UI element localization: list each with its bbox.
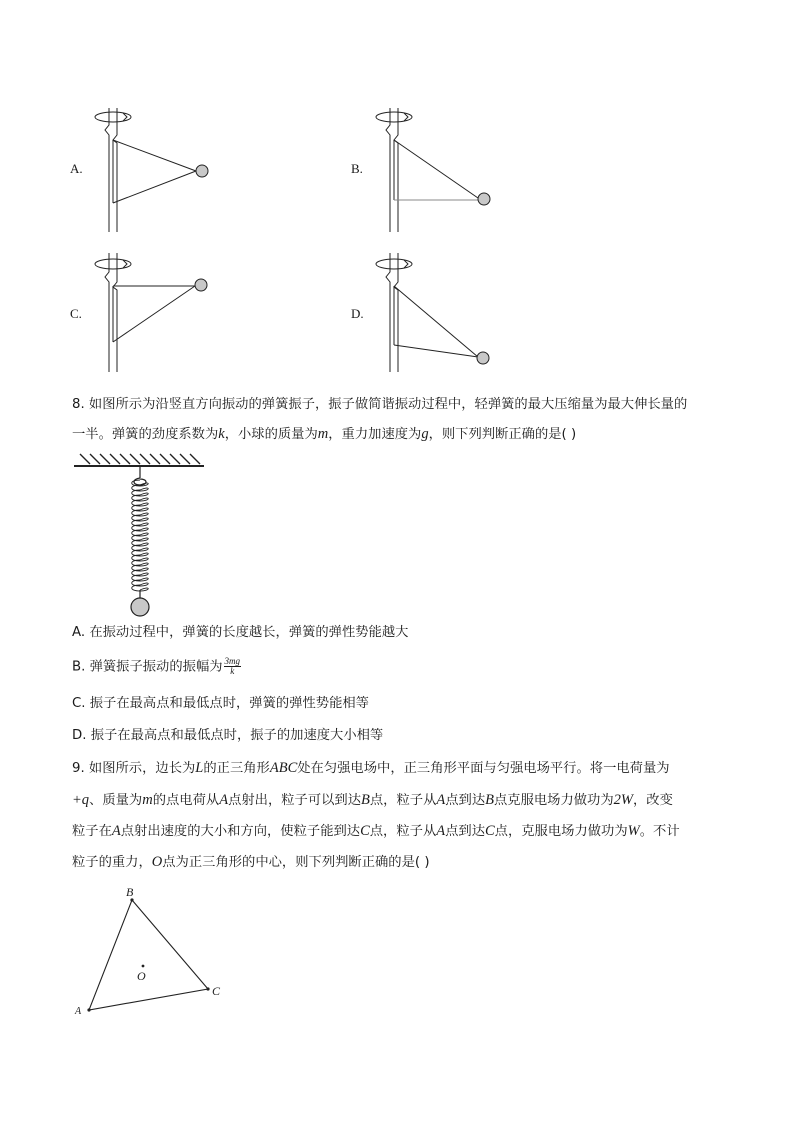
q8-option-a: A. 在振动过程中，弹簧的长度越长，弹簧的弹性势能越大: [72, 625, 409, 640]
figure-option-d: [366, 250, 506, 375]
option-d-label: D.: [351, 306, 364, 321]
q9-stem-line4: 粒子的重力，O点为正三角形的中心，则下列判断正确的是( ): [72, 854, 430, 870]
vertex-a-label: A: [75, 1006, 82, 1017]
triangle-abc-figure: [70, 880, 240, 1020]
q8-option-b: B. 弹簧振子振动的振幅为 $\frac{3mg}{k}$: [72, 656, 241, 676]
q8-option-d: D. 振子在最高点和最低点时，振子的加速度大小相等: [72, 728, 384, 743]
q9-stem-line3: 粒子在A点射出速度的大小和方向，使粒子能到达C点，粒子从A点到达C点，克服电场力做功为W。不计: [72, 823, 680, 839]
spring-oscillator-figure: [72, 452, 212, 622]
option-c-label: C.: [70, 306, 82, 321]
vertex-c-label: C: [212, 984, 221, 998]
figure-option-b: [366, 105, 506, 235]
figure-option-c: [85, 250, 225, 375]
q8-option-c: C. 振子在最高点和最低点时，弹簧的弹性势能相等: [72, 696, 369, 711]
q8-amplitude-fraction: $\frac{3mg}{k}$: [224, 656, 241, 676]
q8-stem-line1: 8. 如图所示为沿竖直方向振动的弹簧振子，振子做简谐振动过程中，轻弹簧的最大压缩量为最大伸长量的: [72, 397, 688, 412]
q8-stem-line2: 一半。弹簧的劲度系数为k，小球的质量为m，重力加速度为g，则下列判断正确的是( ): [72, 426, 577, 442]
option-a-label: A.: [70, 161, 83, 176]
figure-option-a: [85, 105, 225, 235]
q9-stem-line2: +q、质量为m的点电荷从A点射出，粒子可以到达B点，粒子从A点到达B点克服电场力做功为2W，改变: [72, 792, 673, 808]
q9-stem-line1: 9. 如图所示，边长为L的正三角形ABC处在匀强电场中，正三角形平面与匀强电场平行。将一电荷量为: [72, 760, 670, 776]
option-b-label: B.: [351, 161, 363, 176]
center-o-label: O: [137, 969, 146, 983]
vertex-b-label: B: [126, 885, 134, 899]
